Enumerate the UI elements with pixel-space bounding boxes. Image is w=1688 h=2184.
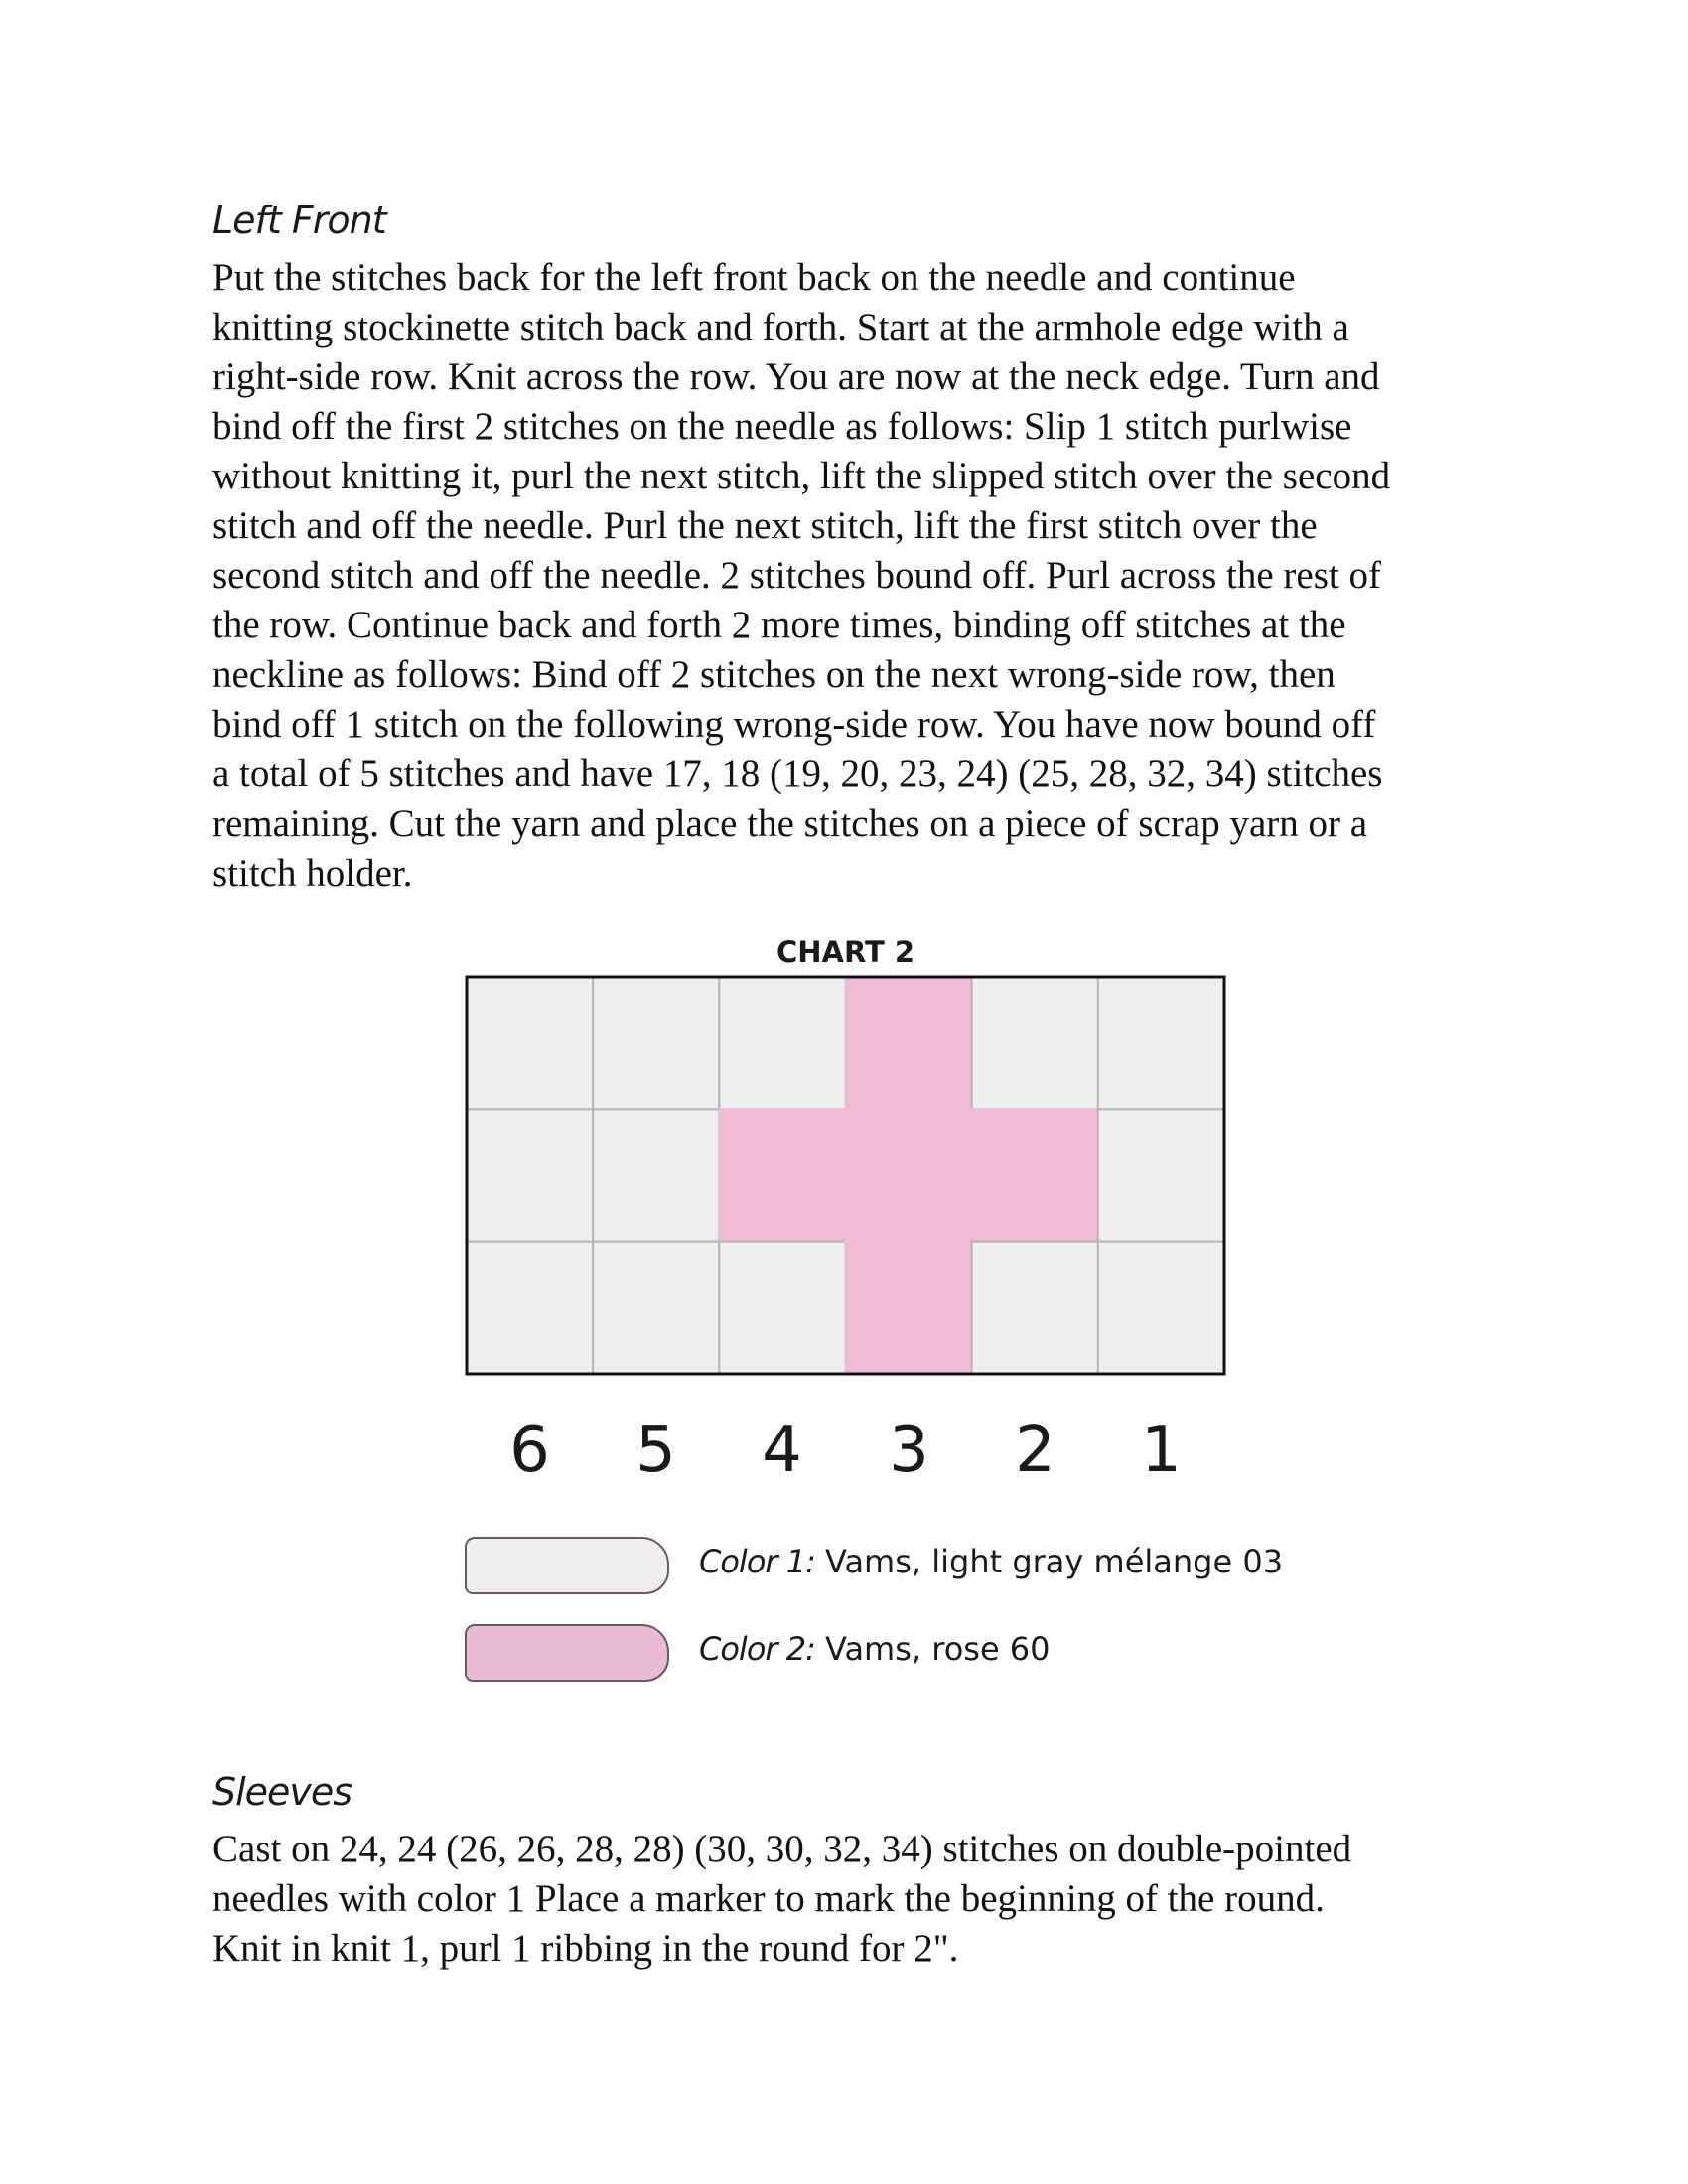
- paragraph-line: stitch holder.: [212, 852, 413, 894]
- paragraph-line: right-side row. Knit across the row. You are now at the neck edge. Turn and: [212, 355, 1380, 398]
- legend-yarn: Vams, rose 60: [825, 1630, 1051, 1668]
- chart-cell-r3-c2-color-1: [972, 1242, 1098, 1374]
- paragraph-line: second stitch and off the needle. 2 stitches bound off. Purl across the rest of: [212, 554, 1381, 597]
- legend-swatch-color-2: [465, 1624, 669, 1682]
- chart-cell-r2-c5-color-1: [593, 1109, 719, 1241]
- column-number: 3: [889, 1414, 929, 1487]
- chart-cell-r1-c1-color-1: [1098, 977, 1224, 1109]
- paragraph-line: remaining. Cut the yarn and place the stitches on a piece of scrap yarn or a: [212, 802, 1368, 845]
- paragraph-line: knitting stockinette stitch back and forth. Start at the armhole edge with a: [212, 306, 1349, 348]
- chart-cell-r1-c6-color-1: [467, 977, 593, 1109]
- column-number: 6: [509, 1414, 550, 1487]
- legend-swatch-color-1: [465, 1537, 669, 1594]
- paragraph-line: the row. Continue back and forth 2 more times, binding off stitches at the: [212, 604, 1346, 646]
- chart-cell-r3-c1-color-1: [1098, 1242, 1224, 1374]
- chart-cell-r2-c1-color-1: [1098, 1109, 1224, 1241]
- paragraph-line: Cast on 24, 24 (26, 26, 28, 28) (30, 30, 32, 34) stitches on double-pointed: [212, 1828, 1352, 1870]
- chart-cell-r3-c6-color-1: [467, 1242, 593, 1374]
- legend-label-color-1: [699, 1543, 1283, 1580]
- legend-key: Color 2:: [699, 1630, 815, 1668]
- legend-yarn: Vams, light gray mélange 03: [825, 1543, 1284, 1580]
- left-front-heading: Left Front: [212, 199, 386, 242]
- paragraph-line: neckline as follows: Bind off 2 stitches on the next wrong-side row, then: [212, 653, 1336, 696]
- paragraph-line: bind off 1 stitch on the following wrong-side row. You have now bound off: [212, 703, 1376, 746]
- paragraph-line: needles with color 1 Place a marker to mark the beginning of the round.: [212, 1877, 1325, 1920]
- paragraph-line: a total of 5 stitches and have 17, 18 (19, 20, 23, 24) (25, 28, 32, 34) stitches: [212, 752, 1383, 795]
- paragraph-line: bind off the first 2 stitches on the needle as follows: Slip 1 stitch purlwise: [212, 405, 1352, 448]
- legend-key: Color 1:: [699, 1543, 815, 1580]
- left-front-paragraph: [212, 253, 1493, 898]
- column-number: 1: [1141, 1414, 1182, 1487]
- chart-cell-r3-c5-color-1: [593, 1242, 719, 1374]
- chart-column-numbers: [467, 1414, 1224, 1493]
- chart-cell-r1-c5-color-1: [593, 977, 719, 1109]
- chart-cell-r3-c4-color-1: [719, 1242, 845, 1374]
- chart-cell-r1-c4-color-1: [719, 977, 845, 1109]
- chart-grid: [457, 971, 1234, 1378]
- paragraph-line: Knit in knit 1, purl 1 ribbing in the round for 2".: [212, 1927, 959, 1970]
- sleeves-paragraph: [212, 1825, 1493, 1974]
- chart-cell-r2-c2-color-2: [972, 1109, 1098, 1241]
- chart-title: CHART 2: [775, 935, 915, 969]
- chart-cell-r1-c2-color-1: [972, 977, 1098, 1109]
- column-number: 2: [1015, 1414, 1055, 1487]
- paragraph-line: Put the stitches back for the left front back on the needle and continue: [212, 256, 1296, 299]
- chart-cell-r2-c6-color-1: [467, 1109, 593, 1241]
- chart-cell-r3-c3-color-2: [846, 1242, 972, 1374]
- paragraph-line: stitch and off the needle. Purl the next stitch, lift the first stitch over the: [212, 504, 1318, 547]
- legend-label-color-2: [699, 1630, 1051, 1668]
- chart-cell-r1-c3-color-2: [846, 977, 972, 1109]
- chart-cell-r2-c4-color-2: [719, 1109, 845, 1241]
- chart-cell-r2-c3-color-2: [846, 1109, 972, 1241]
- sleeves-heading: Sleeves: [212, 1770, 352, 1814]
- paragraph-line: without knitting it, purl the next stitch, lift the slipped stitch over the second: [212, 455, 1391, 497]
- column-number: 4: [762, 1414, 802, 1487]
- column-number: 5: [635, 1414, 676, 1487]
